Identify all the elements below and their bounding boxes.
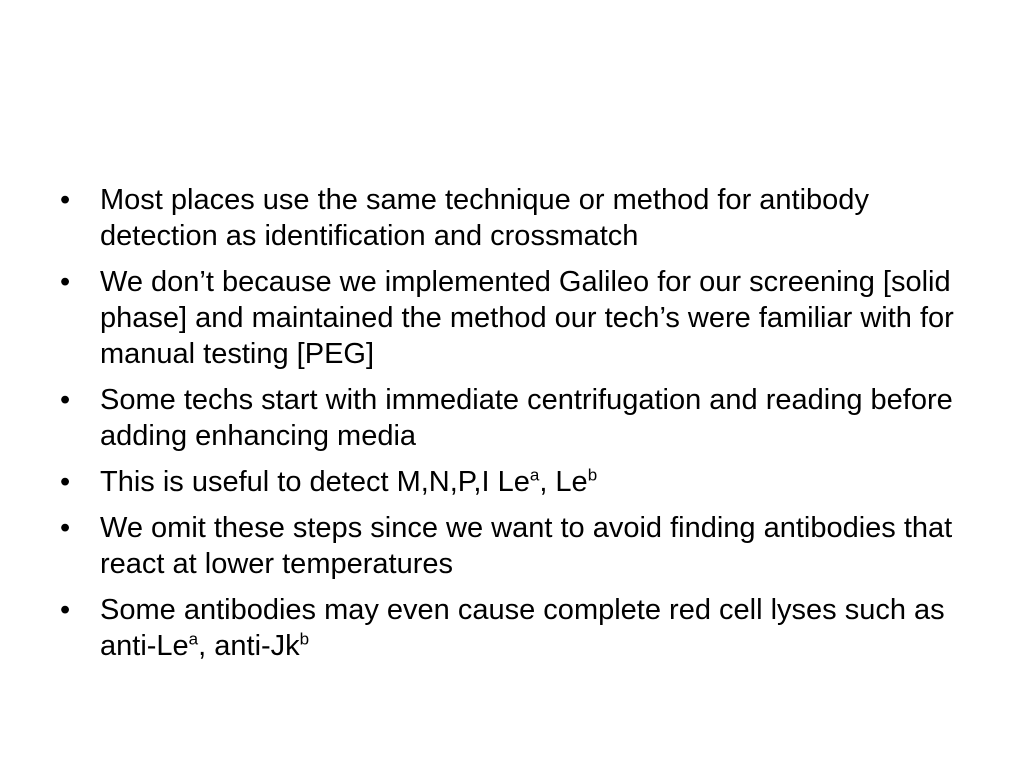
bullet-mark: •	[60, 466, 71, 498]
bullet-text	[100, 384, 953, 452]
superscript: a	[188, 629, 199, 649]
bullet-text	[100, 594, 945, 662]
bullet-item	[60, 182, 960, 254]
bullet-text	[100, 266, 954, 370]
bullet-mark: •	[60, 594, 71, 626]
bullet-text	[100, 184, 869, 252]
superscript: a	[529, 465, 540, 485]
bullet-item	[60, 592, 960, 664]
bullet-mark: •	[60, 184, 71, 216]
bullet-list	[60, 182, 960, 674]
bullet-text	[100, 466, 597, 498]
superscript: b	[587, 465, 598, 485]
superscript: b	[299, 629, 310, 649]
bullet-item	[60, 464, 960, 500]
text-segment: Most places use the same technique or method for antibody detection as identification and crossmatch	[100, 184, 869, 252]
text-segment: This is useful to detect M,N,P,I Le	[100, 466, 530, 498]
bullet-mark: •	[60, 512, 71, 544]
bullet-item	[60, 510, 960, 582]
text-segment: We don’t because we implemented Galileo for our screening [solid phase] and maintained the method our tech’s were familiar with for manual testing [PEG]	[100, 266, 954, 370]
text-segment: Some antibodies may even cause complete red cell lyses such as anti-Le	[100, 594, 945, 662]
bullet-item	[60, 382, 960, 454]
bullet-item	[60, 264, 960, 372]
bullet-text	[100, 512, 952, 580]
text-segment: We omit these steps since we want to avoid finding antibodies that react at lower temperatures	[100, 512, 953, 580]
text-segment: Some techs start with immediate centrifugation and reading before adding enhancing media	[100, 384, 953, 452]
text-segment: , Le	[539, 466, 588, 498]
bullet-mark: •	[60, 266, 71, 298]
bullet-mark: •	[60, 384, 71, 416]
text-segment: , anti-Jk	[198, 630, 300, 662]
